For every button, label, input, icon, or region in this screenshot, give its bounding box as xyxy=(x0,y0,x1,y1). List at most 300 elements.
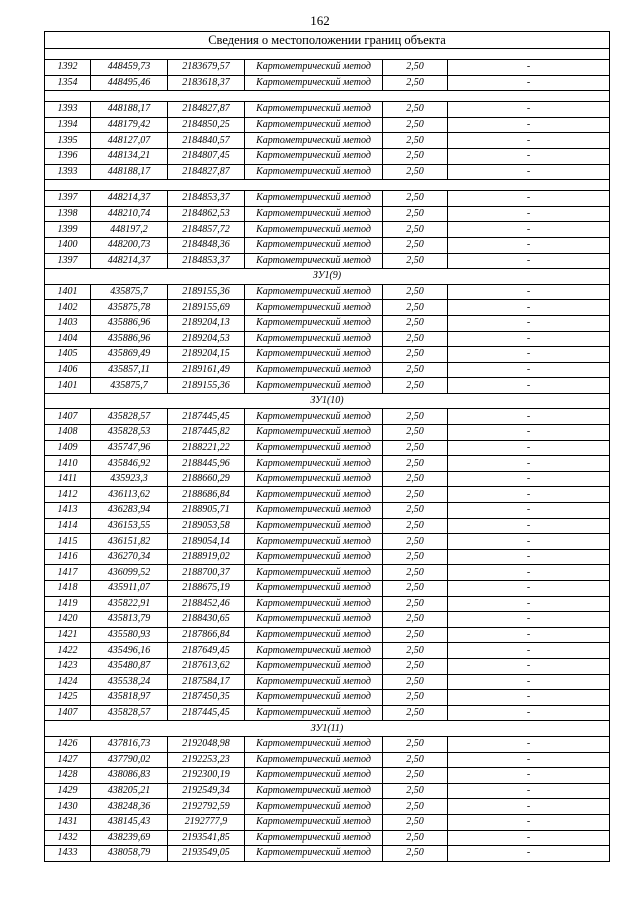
description-cell: - xyxy=(448,581,610,597)
y-coordinate-cell: 2184857,72 xyxy=(168,222,245,238)
accuracy-cell: 2,50 xyxy=(383,643,448,659)
method-cell: Картометрический метод xyxy=(245,549,383,565)
description-cell: - xyxy=(448,674,610,690)
description-cell: - xyxy=(448,148,610,164)
point-number-cell: 1405 xyxy=(45,347,91,363)
method-cell: Картометрический метод xyxy=(245,300,383,316)
point-number-cell: 1410 xyxy=(45,456,91,472)
table-row xyxy=(45,736,610,752)
x-coordinate-cell: 435875,7 xyxy=(91,378,168,394)
method-cell: Картометрический метод xyxy=(245,347,383,363)
point-number-cell: 1416 xyxy=(45,549,91,565)
table-row xyxy=(45,253,610,269)
method-cell: Картометрический метод xyxy=(245,75,383,91)
description-cell: - xyxy=(448,565,610,581)
accuracy-cell: 2,50 xyxy=(383,133,448,149)
accuracy-cell: 2,50 xyxy=(383,117,448,133)
method-cell: Картометрический метод xyxy=(245,253,383,269)
method-cell: Картометрический метод xyxy=(245,148,383,164)
y-coordinate-cell: 2189053,58 xyxy=(168,518,245,534)
table-row xyxy=(45,102,610,118)
point-number-cell: 1394 xyxy=(45,117,91,133)
description-cell: - xyxy=(448,658,610,674)
point-number-cell: 1423 xyxy=(45,658,91,674)
x-coordinate-cell: 438205,21 xyxy=(91,783,168,799)
x-coordinate-cell: 448188,17 xyxy=(91,164,168,180)
y-coordinate-cell: 2189155,36 xyxy=(168,378,245,394)
method-cell: Картометрический метод xyxy=(245,315,383,331)
point-number-cell: 1406 xyxy=(45,362,91,378)
description-cell: - xyxy=(448,222,610,238)
accuracy-cell: 2,50 xyxy=(383,148,448,164)
description-cell: - xyxy=(448,830,610,846)
y-coordinate-cell: 2188452,46 xyxy=(168,596,245,612)
accuracy-cell: 2,50 xyxy=(383,596,448,612)
x-coordinate-cell: 435813,79 xyxy=(91,612,168,628)
y-coordinate-cell: 2189155,69 xyxy=(168,300,245,316)
method-cell: Картометрический метод xyxy=(245,518,383,534)
point-number-cell: 1414 xyxy=(45,518,91,534)
point-number-cell: 1428 xyxy=(45,768,91,784)
point-number-cell: 1431 xyxy=(45,814,91,830)
x-coordinate-cell: 435496,16 xyxy=(91,643,168,659)
y-coordinate-cell: 2192777,9 xyxy=(168,814,245,830)
section-header-row xyxy=(45,269,610,285)
x-coordinate-cell: 436270,34 xyxy=(91,549,168,565)
point-number-cell: 1400 xyxy=(45,237,91,253)
point-number-cell: 1421 xyxy=(45,627,91,643)
method-cell: Картометрический метод xyxy=(245,378,383,394)
x-coordinate-cell: 435911,07 xyxy=(91,581,168,597)
point-number-cell: 1402 xyxy=(45,300,91,316)
description-cell: - xyxy=(448,206,610,222)
point-number-cell: 1427 xyxy=(45,752,91,768)
x-coordinate-cell: 435875,7 xyxy=(91,284,168,300)
x-coordinate-cell: 437816,73 xyxy=(91,736,168,752)
description-cell: - xyxy=(448,284,610,300)
point-number-cell: 1426 xyxy=(45,736,91,752)
accuracy-cell: 2,50 xyxy=(383,799,448,815)
description-cell: - xyxy=(448,347,610,363)
x-coordinate-cell: 435580,93 xyxy=(91,627,168,643)
method-cell: Картометрический метод xyxy=(245,565,383,581)
point-number-cell: 1407 xyxy=(45,705,91,721)
point-number-cell: 1418 xyxy=(45,581,91,597)
method-cell: Картометрический метод xyxy=(245,237,383,253)
x-coordinate-cell: 435747,96 xyxy=(91,440,168,456)
description-cell: - xyxy=(448,783,610,799)
y-coordinate-cell: 2188919,02 xyxy=(168,549,245,565)
y-coordinate-cell: 2192048,98 xyxy=(168,736,245,752)
table-row xyxy=(45,222,610,238)
x-coordinate-cell: 448127,07 xyxy=(91,133,168,149)
accuracy-cell: 2,50 xyxy=(383,347,448,363)
description-cell: - xyxy=(448,627,610,643)
y-coordinate-cell: 2188445,96 xyxy=(168,456,245,472)
table-row xyxy=(45,549,610,565)
method-cell: Картометрический метод xyxy=(245,581,383,597)
table-row xyxy=(45,347,610,363)
description-cell: - xyxy=(448,362,610,378)
description-cell: - xyxy=(448,799,610,815)
accuracy-cell: 2,50 xyxy=(383,471,448,487)
description-cell: - xyxy=(448,315,610,331)
accuracy-cell: 2,50 xyxy=(383,705,448,721)
accuracy-cell: 2,50 xyxy=(383,378,448,394)
method-cell: Картометрический метод xyxy=(245,612,383,628)
accuracy-cell: 2,50 xyxy=(383,222,448,238)
x-coordinate-cell: 435875,78 xyxy=(91,300,168,316)
description-cell: - xyxy=(448,440,610,456)
accuracy-cell: 2,50 xyxy=(383,425,448,441)
section-header: ЗУ1(11) xyxy=(45,721,610,737)
accuracy-cell: 2,50 xyxy=(383,581,448,597)
point-number-cell: 1392 xyxy=(45,60,91,76)
point-number-cell: 1411 xyxy=(45,471,91,487)
y-coordinate-cell: 2189161,49 xyxy=(168,362,245,378)
accuracy-cell: 2,50 xyxy=(383,752,448,768)
table-row xyxy=(45,674,610,690)
x-coordinate-cell: 448214,37 xyxy=(91,191,168,207)
description-cell: - xyxy=(448,534,610,550)
separator-cell xyxy=(45,91,610,102)
description-cell: - xyxy=(448,378,610,394)
y-coordinate-cell: 2184807,45 xyxy=(168,148,245,164)
table-row xyxy=(45,830,610,846)
point-number-cell: 1433 xyxy=(45,846,91,862)
x-coordinate-cell: 448188,17 xyxy=(91,102,168,118)
table-row xyxy=(45,612,610,628)
description-cell: - xyxy=(448,191,610,207)
table-row xyxy=(45,440,610,456)
accuracy-cell: 2,50 xyxy=(383,315,448,331)
description-cell: - xyxy=(448,331,610,347)
accuracy-cell: 2,50 xyxy=(383,102,448,118)
point-number-cell: 1429 xyxy=(45,783,91,799)
point-number-cell: 1412 xyxy=(45,487,91,503)
description-cell: - xyxy=(448,300,610,316)
table-row xyxy=(45,487,610,503)
point-number-cell: 1404 xyxy=(45,331,91,347)
accuracy-cell: 2,50 xyxy=(383,440,448,456)
description-cell: - xyxy=(448,60,610,76)
method-cell: Картометрический метод xyxy=(245,471,383,487)
accuracy-cell: 2,50 xyxy=(383,253,448,269)
accuracy-cell: 2,50 xyxy=(383,456,448,472)
y-coordinate-cell: 2188700,37 xyxy=(168,565,245,581)
method-cell: Картометрический метод xyxy=(245,331,383,347)
separator-cell xyxy=(45,180,610,191)
x-coordinate-cell: 435846,92 xyxy=(91,456,168,472)
x-coordinate-cell: 436113,62 xyxy=(91,487,168,503)
table-row xyxy=(45,627,610,643)
description-cell: - xyxy=(448,471,610,487)
method-cell: Картометрический метод xyxy=(245,736,383,752)
section-header-row xyxy=(45,393,610,409)
description-cell: - xyxy=(448,503,610,519)
accuracy-cell: 2,50 xyxy=(383,768,448,784)
y-coordinate-cell: 2187584,17 xyxy=(168,674,245,690)
accuracy-cell: 2,50 xyxy=(383,690,448,706)
table-row xyxy=(45,75,610,91)
method-cell: Картометрический метод xyxy=(245,627,383,643)
x-coordinate-cell: 435818,97 xyxy=(91,690,168,706)
method-cell: Картометрический метод xyxy=(245,534,383,550)
table-row xyxy=(45,237,610,253)
method-cell: Картометрический метод xyxy=(245,409,383,425)
y-coordinate-cell: 2188221,22 xyxy=(168,440,245,456)
y-coordinate-cell: 2184827,87 xyxy=(168,164,245,180)
separator-row xyxy=(45,91,610,102)
description-cell: - xyxy=(448,690,610,706)
accuracy-cell: 2,50 xyxy=(383,206,448,222)
y-coordinate-cell: 2187445,45 xyxy=(168,409,245,425)
table-row xyxy=(45,284,610,300)
method-cell: Картометрический метод xyxy=(245,487,383,503)
table-row xyxy=(45,752,610,768)
section-header: ЗУ1(10) xyxy=(45,393,610,409)
table-row xyxy=(45,191,610,207)
point-number-cell: 1354 xyxy=(45,75,91,91)
y-coordinate-cell: 2189054,14 xyxy=(168,534,245,550)
y-coordinate-cell: 2188675,19 xyxy=(168,581,245,597)
accuracy-cell: 2,50 xyxy=(383,549,448,565)
point-number-cell: 1425 xyxy=(45,690,91,706)
point-number-cell: 1432 xyxy=(45,830,91,846)
x-coordinate-cell: 436153,55 xyxy=(91,518,168,534)
method-cell: Картометрический метод xyxy=(245,206,383,222)
point-number-cell: 1397 xyxy=(45,253,91,269)
table-row xyxy=(45,581,610,597)
description-cell: - xyxy=(448,237,610,253)
x-coordinate-cell: 438086,83 xyxy=(91,768,168,784)
x-coordinate-cell: 438239,69 xyxy=(91,830,168,846)
table-row xyxy=(45,362,610,378)
description-cell: - xyxy=(448,768,610,784)
point-number-cell: 1422 xyxy=(45,643,91,659)
accuracy-cell: 2,50 xyxy=(383,534,448,550)
table-row xyxy=(45,425,610,441)
description-cell: - xyxy=(448,164,610,180)
method-cell: Картометрический метод xyxy=(245,643,383,659)
accuracy-cell: 2,50 xyxy=(383,736,448,752)
description-cell: - xyxy=(448,736,610,752)
accuracy-cell: 2,50 xyxy=(383,518,448,534)
table-row xyxy=(45,658,610,674)
point-number-cell: 1399 xyxy=(45,222,91,238)
accuracy-cell: 2,50 xyxy=(383,487,448,503)
separator-cell xyxy=(45,49,610,60)
method-cell: Картометрический метод xyxy=(245,768,383,784)
x-coordinate-cell: 448210,74 xyxy=(91,206,168,222)
table-row xyxy=(45,534,610,550)
accuracy-cell: 2,50 xyxy=(383,331,448,347)
x-coordinate-cell: 435857,11 xyxy=(91,362,168,378)
separator-row xyxy=(45,49,610,60)
table-row xyxy=(45,565,610,581)
table-title-row xyxy=(45,32,610,49)
table-row xyxy=(45,518,610,534)
accuracy-cell: 2,50 xyxy=(383,362,448,378)
point-number-cell: 1415 xyxy=(45,534,91,550)
x-coordinate-cell: 437790,02 xyxy=(91,752,168,768)
y-coordinate-cell: 2192792,59 xyxy=(168,799,245,815)
point-number-cell: 1396 xyxy=(45,148,91,164)
x-coordinate-cell: 435822,91 xyxy=(91,596,168,612)
y-coordinate-cell: 2184827,87 xyxy=(168,102,245,118)
accuracy-cell: 2,50 xyxy=(383,75,448,91)
x-coordinate-cell: 435828,57 xyxy=(91,705,168,721)
x-coordinate-cell: 448134,21 xyxy=(91,148,168,164)
table-row xyxy=(45,596,610,612)
table-row xyxy=(45,206,610,222)
table-row xyxy=(45,690,610,706)
accuracy-cell: 2,50 xyxy=(383,814,448,830)
x-coordinate-cell: 438145,43 xyxy=(91,814,168,830)
y-coordinate-cell: 2192549,34 xyxy=(168,783,245,799)
y-coordinate-cell: 2192300,19 xyxy=(168,768,245,784)
x-coordinate-cell: 438248,36 xyxy=(91,799,168,815)
description-cell: - xyxy=(448,75,610,91)
point-number-cell: 1393 xyxy=(45,164,91,180)
accuracy-cell: 2,50 xyxy=(383,60,448,76)
method-cell: Картометрический метод xyxy=(245,503,383,519)
y-coordinate-cell: 2187866,84 xyxy=(168,627,245,643)
accuracy-cell: 2,50 xyxy=(383,409,448,425)
method-cell: Картометрический метод xyxy=(245,60,383,76)
y-coordinate-cell: 2184840,57 xyxy=(168,133,245,149)
y-coordinate-cell: 2187445,82 xyxy=(168,425,245,441)
point-number-cell: 1420 xyxy=(45,612,91,628)
y-coordinate-cell: 2184862,53 xyxy=(168,206,245,222)
method-cell: Картометрический метод xyxy=(245,133,383,149)
description-cell: - xyxy=(448,596,610,612)
x-coordinate-cell: 435828,57 xyxy=(91,409,168,425)
method-cell: Картометрический метод xyxy=(245,362,383,378)
description-cell: - xyxy=(448,102,610,118)
method-cell: Картометрический метод xyxy=(245,425,383,441)
y-coordinate-cell: 2188660,29 xyxy=(168,471,245,487)
y-coordinate-cell: 2184848,36 xyxy=(168,237,245,253)
method-cell: Картометрический метод xyxy=(245,846,383,862)
description-cell: - xyxy=(448,752,610,768)
x-coordinate-cell: 436283,94 xyxy=(91,503,168,519)
x-coordinate-cell: 435538,24 xyxy=(91,674,168,690)
x-coordinate-cell: 448179,42 xyxy=(91,117,168,133)
method-cell: Картометрический метод xyxy=(245,814,383,830)
table-row xyxy=(45,705,610,721)
x-coordinate-cell: 435886,96 xyxy=(91,315,168,331)
accuracy-cell: 2,50 xyxy=(383,658,448,674)
point-number-cell: 1398 xyxy=(45,206,91,222)
accuracy-cell: 2,50 xyxy=(383,674,448,690)
x-coordinate-cell: 438058,79 xyxy=(91,846,168,862)
accuracy-cell: 2,50 xyxy=(383,627,448,643)
y-coordinate-cell: 2187649,45 xyxy=(168,643,245,659)
method-cell: Картометрический метод xyxy=(245,456,383,472)
method-cell: Картометрический метод xyxy=(245,191,383,207)
table-body xyxy=(45,32,610,862)
table-row xyxy=(45,315,610,331)
point-number-cell: 1395 xyxy=(45,133,91,149)
method-cell: Картометрический метод xyxy=(245,705,383,721)
method-cell: Картометрический метод xyxy=(245,102,383,118)
description-cell: - xyxy=(448,456,610,472)
separator-row xyxy=(45,180,610,191)
table-row xyxy=(45,783,610,799)
accuracy-cell: 2,50 xyxy=(383,846,448,862)
accuracy-cell: 2,50 xyxy=(383,612,448,628)
accuracy-cell: 2,50 xyxy=(383,191,448,207)
x-coordinate-cell: 435886,96 xyxy=(91,331,168,347)
description-cell: - xyxy=(448,253,610,269)
section-header: ЗУ1(9) xyxy=(45,269,610,285)
description-cell: - xyxy=(448,705,610,721)
method-cell: Картометрический метод xyxy=(245,658,383,674)
y-coordinate-cell: 2184853,37 xyxy=(168,191,245,207)
table-row xyxy=(45,643,610,659)
point-number-cell: 1407 xyxy=(45,409,91,425)
x-coordinate-cell: 448200,73 xyxy=(91,237,168,253)
x-coordinate-cell: 436151,82 xyxy=(91,534,168,550)
y-coordinate-cell: 2183679,57 xyxy=(168,60,245,76)
table-row xyxy=(45,456,610,472)
description-cell: - xyxy=(448,643,610,659)
point-number-cell: 1430 xyxy=(45,799,91,815)
point-number-cell: 1403 xyxy=(45,315,91,331)
x-coordinate-cell: 448197,2 xyxy=(91,222,168,238)
table-row xyxy=(45,331,610,347)
method-cell: Картометрический метод xyxy=(245,799,383,815)
description-cell: - xyxy=(448,409,610,425)
point-number-cell: 1424 xyxy=(45,674,91,690)
y-coordinate-cell: 2188686,84 xyxy=(168,487,245,503)
y-coordinate-cell: 2189204,15 xyxy=(168,347,245,363)
point-number-cell: 1409 xyxy=(45,440,91,456)
point-number-cell: 1417 xyxy=(45,565,91,581)
x-coordinate-cell: 435869,49 xyxy=(91,347,168,363)
method-cell: Картометрический метод xyxy=(245,690,383,706)
accuracy-cell: 2,50 xyxy=(383,783,448,799)
y-coordinate-cell: 2192253,23 xyxy=(168,752,245,768)
y-coordinate-cell: 2184853,37 xyxy=(168,253,245,269)
x-coordinate-cell: 435480,87 xyxy=(91,658,168,674)
table-row xyxy=(45,846,610,862)
y-coordinate-cell: 2184850,25 xyxy=(168,117,245,133)
y-coordinate-cell: 2189155,36 xyxy=(168,284,245,300)
method-cell: Картометрический метод xyxy=(245,222,383,238)
y-coordinate-cell: 2188430,65 xyxy=(168,612,245,628)
description-cell: - xyxy=(448,117,610,133)
accuracy-cell: 2,50 xyxy=(383,830,448,846)
description-cell: - xyxy=(448,612,610,628)
y-coordinate-cell: 2187613,62 xyxy=(168,658,245,674)
table-row xyxy=(45,503,610,519)
method-cell: Картометрический метод xyxy=(245,674,383,690)
table-row xyxy=(45,768,610,784)
point-number-cell: 1397 xyxy=(45,191,91,207)
x-coordinate-cell: 448459,73 xyxy=(91,60,168,76)
section-header-row xyxy=(45,721,610,737)
y-coordinate-cell: 2183618,37 xyxy=(168,75,245,91)
table-row xyxy=(45,117,610,133)
method-cell: Картометрический метод xyxy=(245,284,383,300)
accuracy-cell: 2,50 xyxy=(383,164,448,180)
x-coordinate-cell: 435923,3 xyxy=(91,471,168,487)
method-cell: Картометрический метод xyxy=(245,164,383,180)
table-row xyxy=(45,378,610,394)
point-number-cell: 1408 xyxy=(45,425,91,441)
